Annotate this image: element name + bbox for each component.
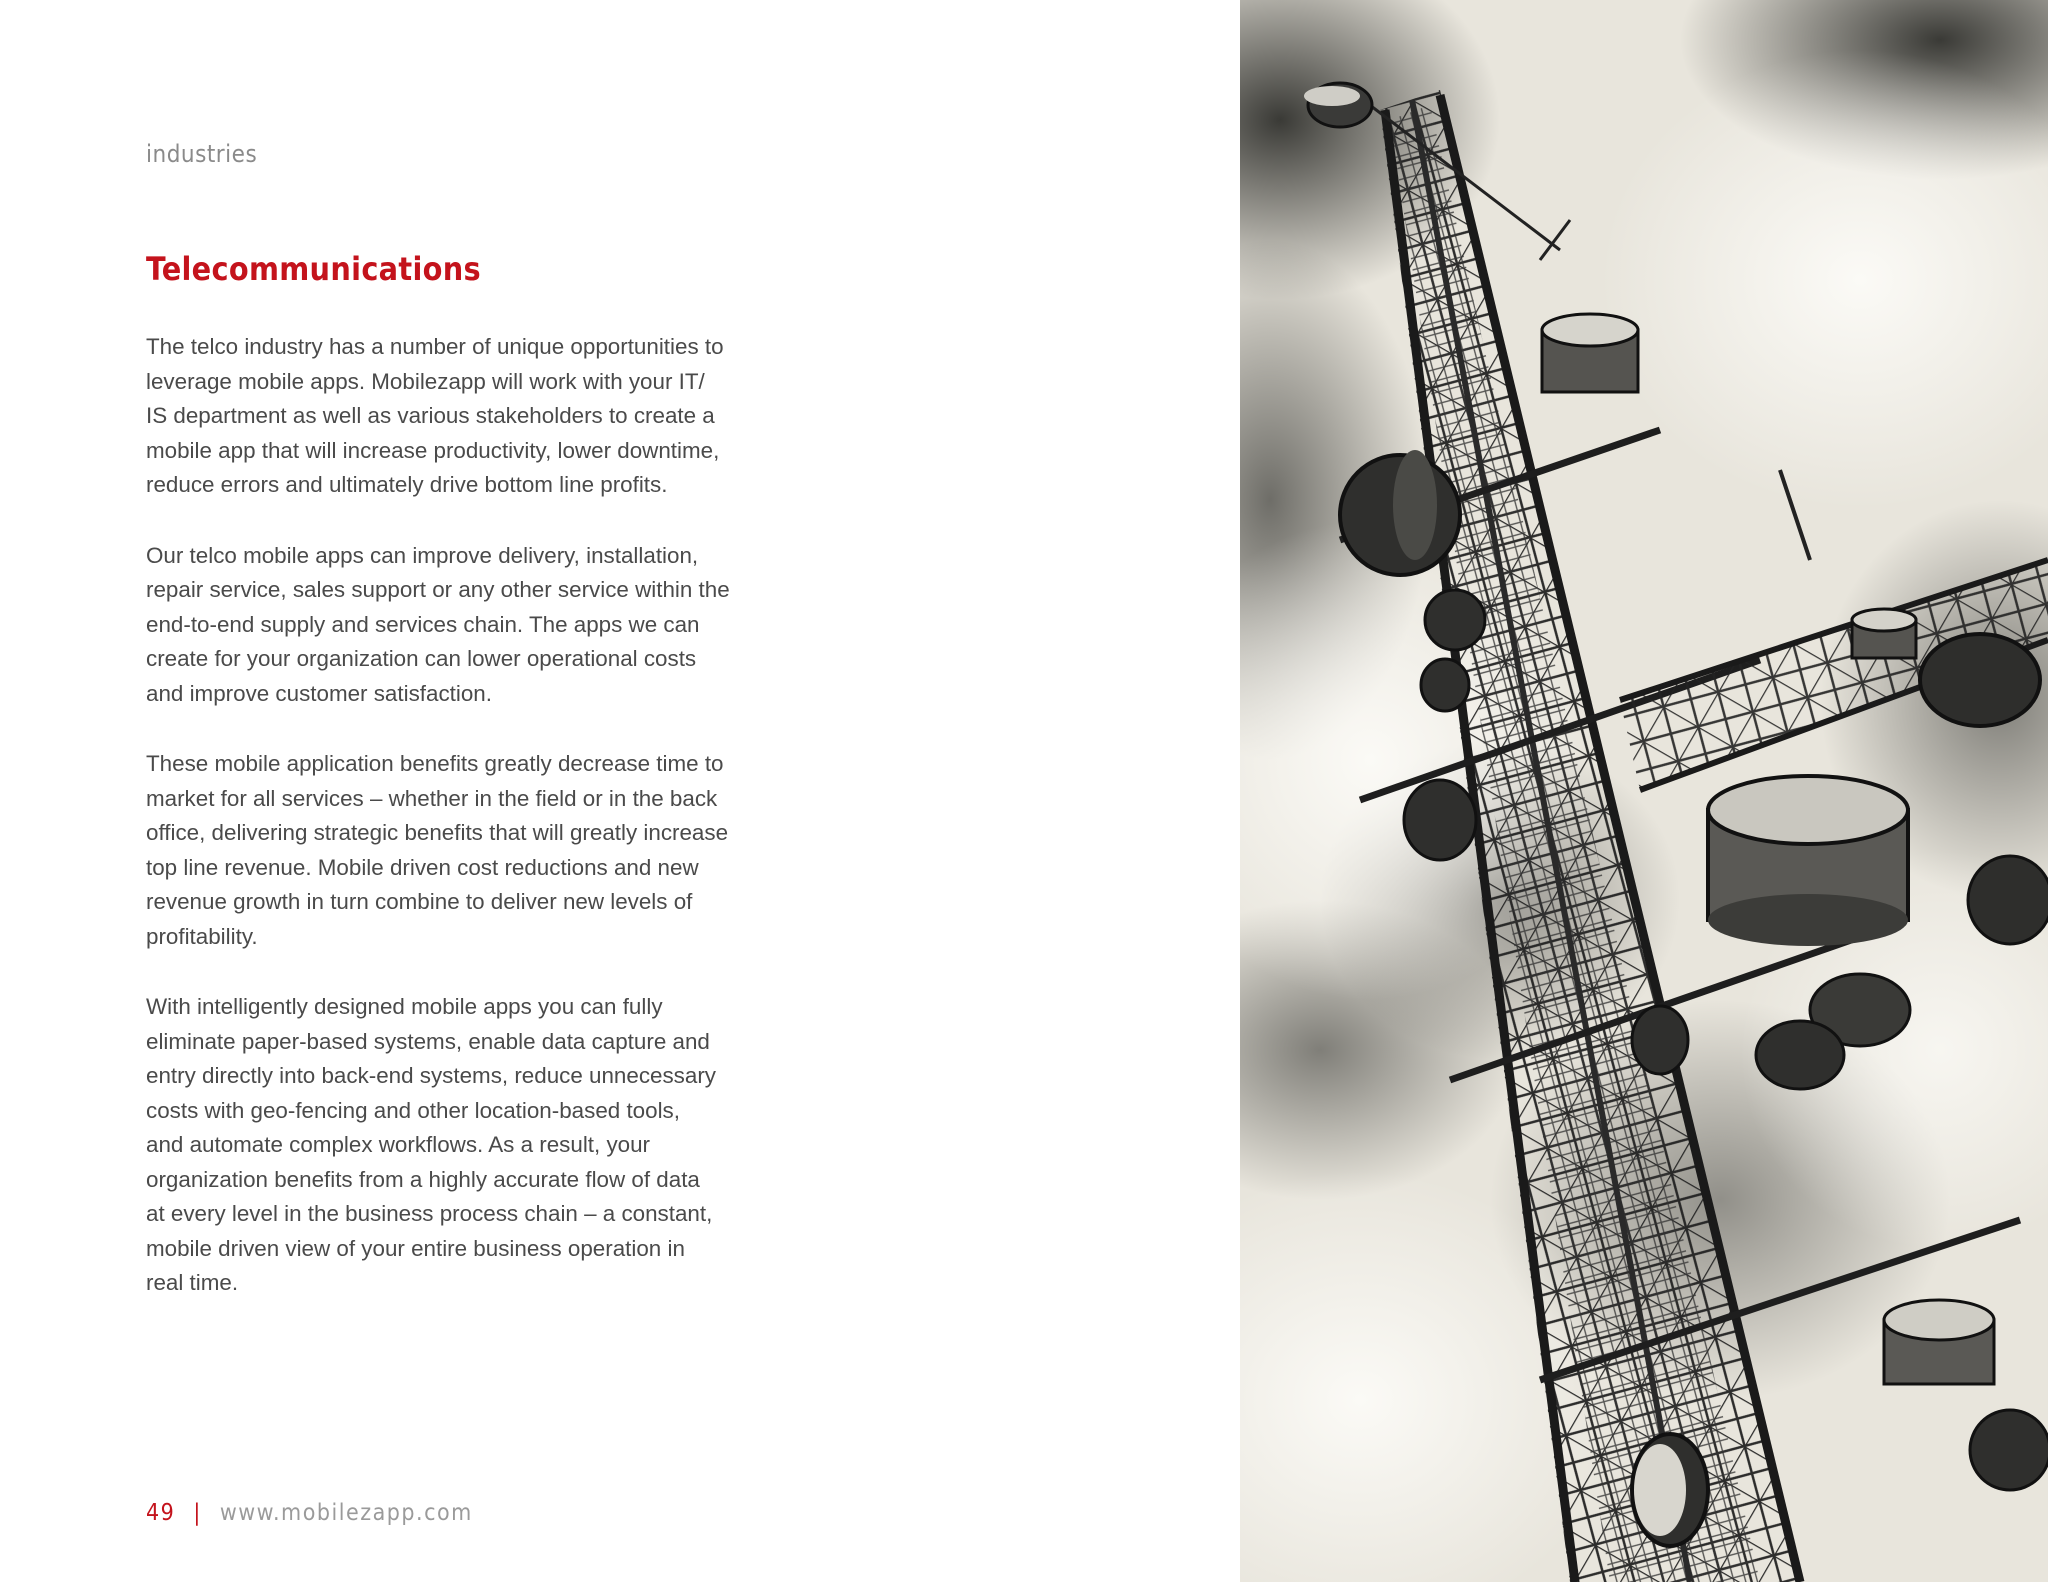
website-url: www.mobilezapp.com: [219, 1500, 473, 1526]
tower-illustration: [1240, 0, 2048, 1582]
paragraph-benefits: These mobile application benefits greatly decrease time to market for all services – whether in the field or in the back office, delivering strategic benefits that will greatly increase top line revenue. Mobile driven cost reductions and new revenue growth in turn combine to deliver new levels of profitability.: [146, 751, 729, 949]
footer-separator: |: [193, 1500, 202, 1526]
paragraph-intro: The telco industry has a number of unique opportunities to leverage mobile apps. Mobilezapp will work with your IT/ IS department as well as various stakeholders to create a mobile app that will increase productivity, lower downtime, reduce errors and ultimately drive bottom line profits.: [146, 334, 724, 497]
section-label: industries: [146, 140, 258, 168]
page-footer: [146, 1500, 473, 1526]
paragraph-automation: With intelligently designed mobile apps you can fully eliminate paper-based systems, enable data capture and entry directly into back-end systems, reduce unnecessary costs with geo-fencing and other location-based tools, and automate complex workflows. As a result, your organization benefits from a highly accurate flow of data at every level in the business process chain – a constant, mobile driven view of your entire business operation in real time.: [146, 994, 716, 1295]
telecom-tower-photo: [1240, 0, 2048, 1582]
page-title: Telecommunications: [146, 250, 481, 288]
body-text: [146, 330, 766, 1337]
paragraph-services: Our telco mobile apps can improve delivery, installation, repair service, sales support or any other service within the end-to-end supply and services chain. The apps we can create for your organization can lower operational costs and improve customer satisfaction.: [146, 542, 730, 706]
page-number: 49: [146, 1500, 176, 1526]
